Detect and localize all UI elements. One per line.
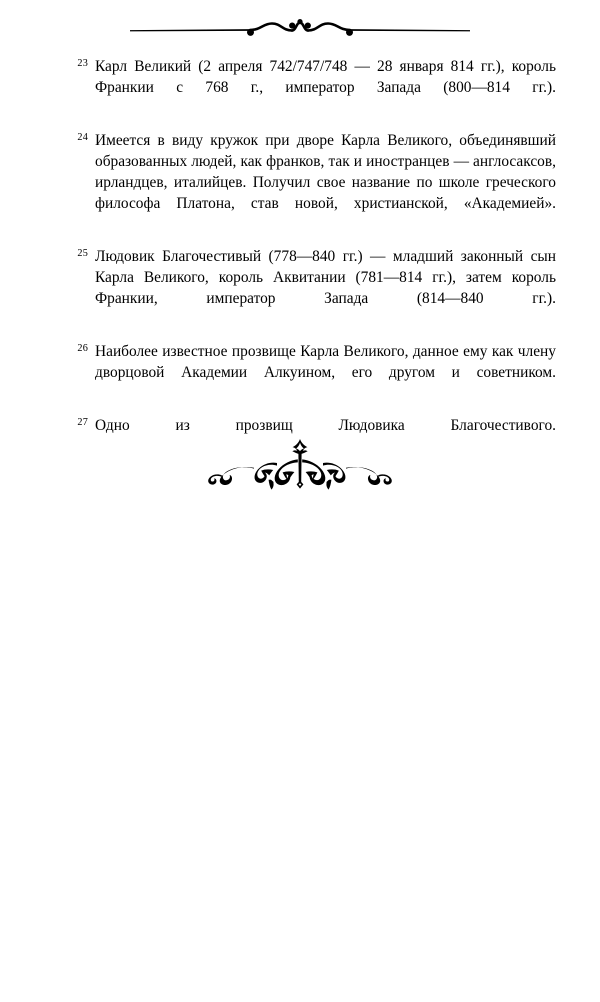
top-rule-flourish-ornament [0, 14, 600, 40]
footnote-number: 24 [77, 132, 88, 143]
footnote-text: Наиболее известное прозвище Карла Великого, данное ему как члену дворцовой Академии Алкуином, его другом и советником. [95, 343, 556, 381]
footnote-text: Людовик Благочестивый (778—840 гг.) — младший законный сын Карла Великого, король Аквитании (781—814 гг.), затем король Франкии, император Запада (814—840 гг.). [95, 248, 556, 307]
footnote-item [66, 341, 556, 404]
footnote-item [66, 56, 556, 119]
footnote-number: 23 [77, 58, 88, 69]
footnote-text: Одно из прозвищ Людовика Благочестивого. [95, 417, 556, 434]
footnote-number: 27 [77, 417, 88, 428]
footnotes-list [66, 56, 556, 457]
bottom-floral-vignette-ornament [0, 438, 600, 496]
footnote-item [66, 246, 556, 330]
footnote-number: 26 [77, 343, 88, 354]
footnote-text: Имеется в виду кружок при дворе Карла Великого, объединявший образованных людей, как франков, так и иностранцев — англосаксов, ирландцев, италийцев. Получил свое название по школе греческого философа Платона, став новой, христианской, «Академией». [95, 132, 556, 212]
footnote-text: Карл Великий (2 апреля 742/747/748 — 28 января 814 гг.), король Франкии с 768 г., император Запада (800—814 гг.). [95, 58, 556, 96]
footnote-number: 25 [77, 248, 88, 259]
footnote-item [66, 130, 556, 235]
